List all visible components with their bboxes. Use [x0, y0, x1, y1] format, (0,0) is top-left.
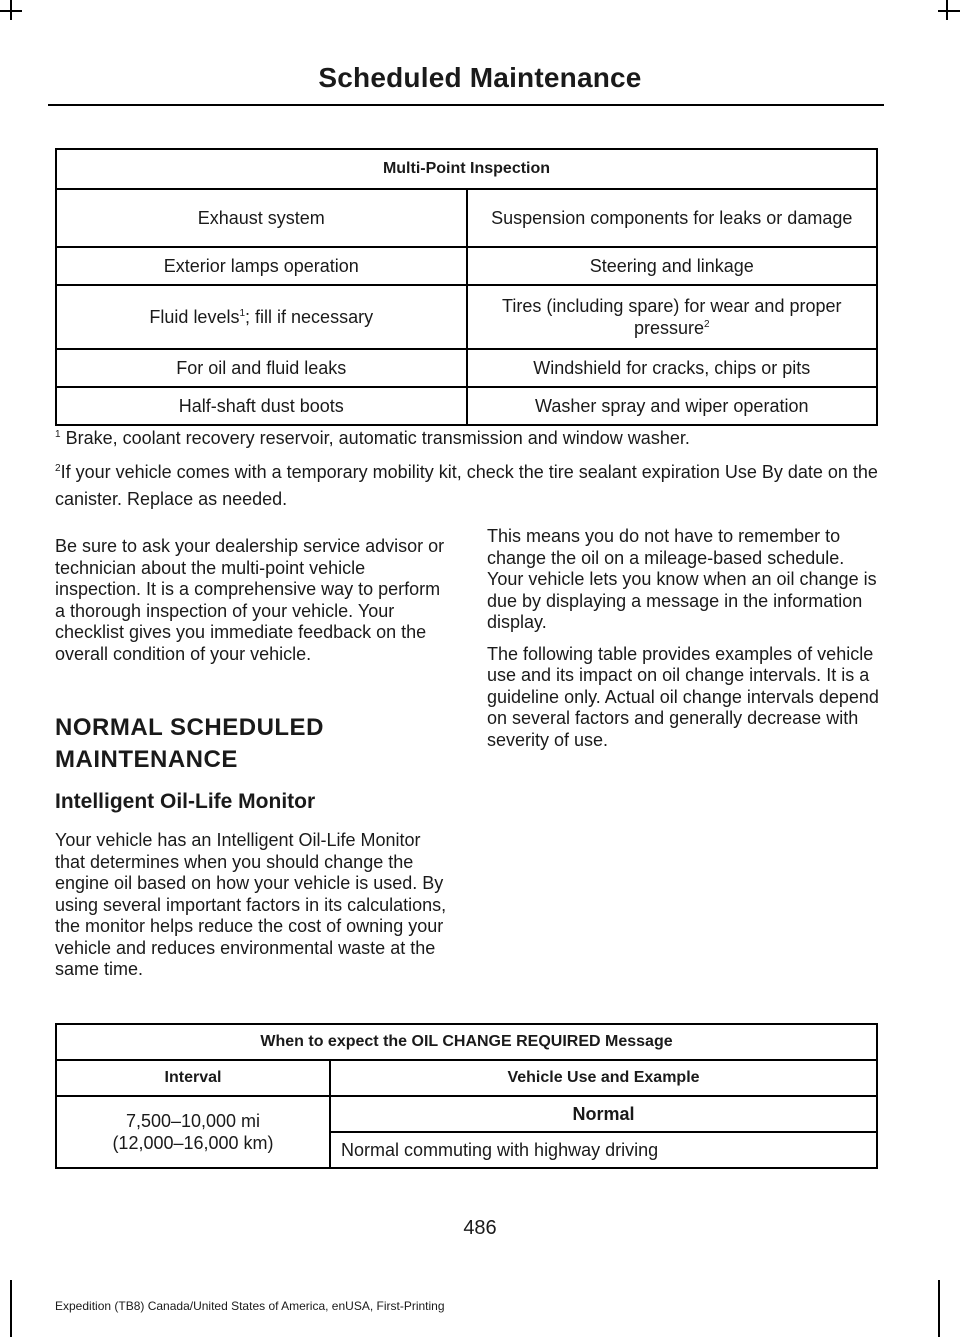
paragraph: Be sure to ask your dealership service advisor or technician about the multi-point vehicle inspection. It is a comprehensive way to perform a thorough inspection of your vehicle. Your checklist gives you immediate feedback on the overall condition of your vehicle.: [55, 536, 445, 664]
table-cell: Steering and linkage: [467, 247, 878, 285]
right-column: [487, 526, 880, 761]
table-cell: Suspension components for leaks or damage: [467, 189, 878, 247]
multi-point-inspection-table: [55, 148, 878, 426]
page-number: 486: [463, 1217, 497, 1239]
table-cell: Exterior lamps operation: [56, 247, 467, 285]
crop-mark: [0, 10, 22, 12]
heading-line: NORMAL SCHEDULED: [55, 714, 324, 741]
crop-mark: [938, 10, 960, 12]
page-footer: Expedition (TB8) Canada/United States of America, enUSA, First-Printing: [55, 1299, 445, 1313]
table-cell: Exhaust system: [56, 189, 467, 247]
use-category: Normal: [330, 1096, 877, 1132]
page-title: Scheduled Maintenance: [318, 62, 642, 93]
heading-line: MAINTENANCE: [55, 746, 238, 773]
oil-change-table: [55, 1023, 878, 1169]
footnote-mark: 2: [55, 463, 61, 474]
table-cell: Half-shaft dust boots: [56, 387, 467, 425]
table-cell: [56, 285, 467, 349]
paragraph: The following table provides examples of vehicle use and its impact on oil change intervals. It is a guideline only. Actual oil change intervals depend on several factors and generally decrease with severity of use.: [487, 643, 879, 750]
table-row: [56, 349, 877, 387]
footnote-text: Brake, coolant recovery reservoir, automatic transmission and window washer.: [60, 428, 690, 448]
cell-text: Tires (including spare) for wear and proper pressure: [502, 296, 842, 338]
footnote-text: If your vehicle comes with a temporary mobility kit, check the tire sealant expiration Use By date on the canister. Replace as needed.: [55, 462, 878, 509]
table-row: [56, 247, 877, 285]
column-header-use: Vehicle Use and Example: [330, 1060, 877, 1096]
left-column-intro: [55, 536, 448, 675]
interval-miles: 7,500–10,000 mi: [125, 1111, 261, 1131]
footnote-mark: 1: [55, 429, 61, 440]
left-column-body: [55, 830, 448, 991]
table-cell: Washer spray and wiper operation: [467, 387, 878, 425]
table-title: When to expect the OIL CHANGE REQUIRED Message: [56, 1024, 877, 1060]
cell-text: Fluid levels: [149, 307, 240, 327]
table-row: [56, 285, 877, 349]
interval-km: (12,000–16,000 km): [112, 1133, 274, 1153]
table-row: [56, 1096, 877, 1132]
use-example: Normal commuting with highway driving: [330, 1132, 877, 1168]
footnote-ref: 1: [239, 308, 246, 319]
table-row: [56, 189, 877, 247]
footnote-1: [55, 425, 880, 452]
crop-mark: [10, 1280, 12, 1337]
cell-text: ; fill if necessary: [245, 307, 374, 327]
table-cell: Windshield for cracks, chips or pits: [467, 349, 878, 387]
footnote-ref: 2: [703, 319, 710, 330]
footnote-2: [55, 459, 880, 513]
table-title: Multi-Point Inspection: [56, 149, 877, 189]
table-cell: [467, 285, 878, 349]
header-divider: [48, 104, 884, 106]
section-heading: [55, 712, 324, 776]
table-row: [56, 387, 877, 425]
table-cell: For oil and fluid leaks: [56, 349, 467, 387]
interval-cell: [56, 1096, 330, 1168]
subsection-heading: Intelligent Oil-Life Monitor: [55, 790, 316, 813]
paragraph: This means you do not have to remember to change the oil on a mileage-based schedule. Your vehicle lets you know when an oil change is due by displaying a message in the information display.: [487, 526, 877, 632]
crop-mark: [938, 1280, 940, 1337]
paragraph: Your vehicle has an Intelligent Oil-Life Monitor that determines when you should change the engine oil based on how your vehicle is used. By using several important factors in its calculations, the monitor helps reduce the cost of owning your vehicle and reduces environmental waste at the same time.: [55, 830, 447, 979]
column-header-interval: Interval: [56, 1060, 330, 1096]
